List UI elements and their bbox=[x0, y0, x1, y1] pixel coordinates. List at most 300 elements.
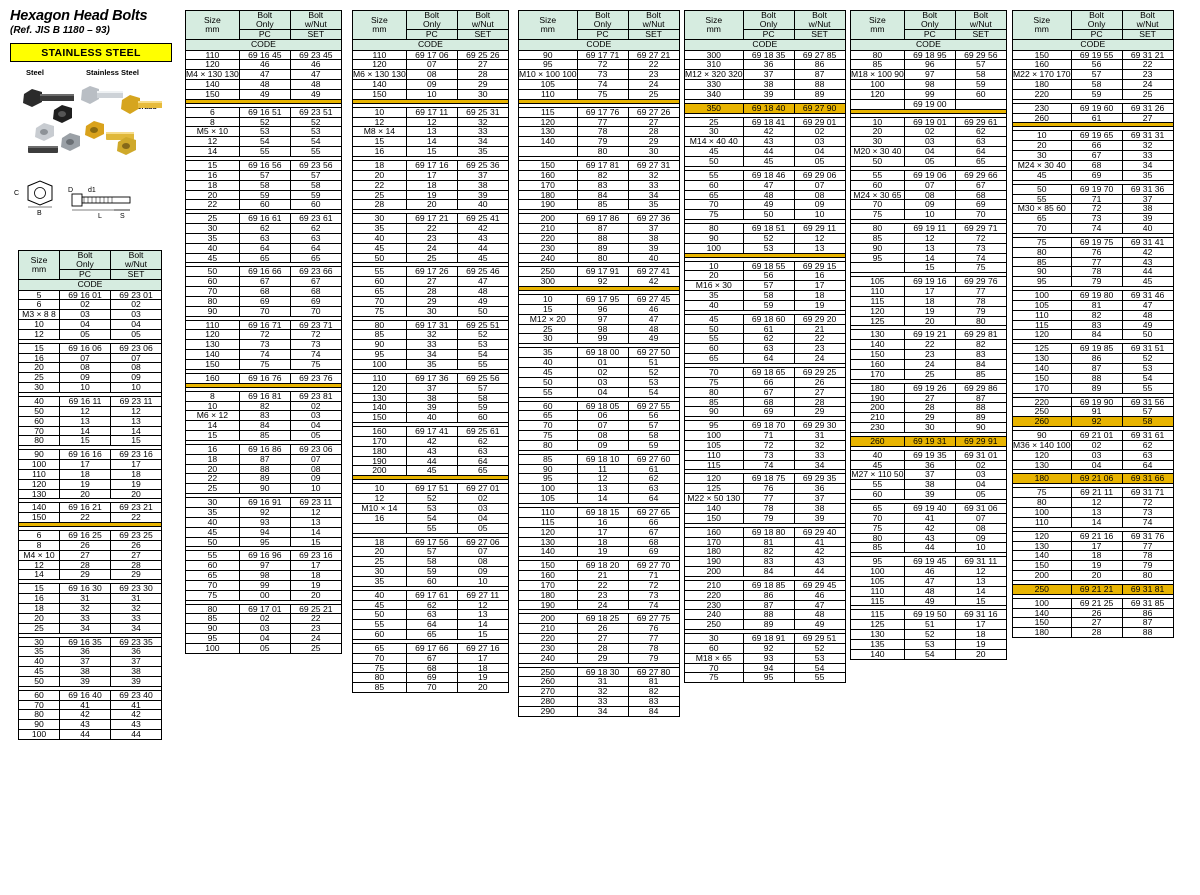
table-row[interactable] bbox=[519, 653, 680, 663]
table-row[interactable] bbox=[519, 387, 680, 397]
table-row[interactable] bbox=[186, 360, 342, 370]
bolt-only-code: 69 21 21 bbox=[1071, 584, 1122, 594]
table-row[interactable] bbox=[685, 291, 846, 301]
table-row[interactable] bbox=[186, 571, 342, 581]
table-row[interactable] bbox=[353, 253, 509, 263]
size-cell bbox=[851, 263, 905, 273]
bolt-only-code: 69 17 11 bbox=[406, 107, 457, 117]
table-row[interactable] bbox=[353, 107, 509, 117]
table-row[interactable] bbox=[851, 576, 1007, 586]
table-row[interactable] bbox=[851, 147, 1007, 157]
table-row[interactable] bbox=[685, 590, 846, 600]
table-row[interactable] bbox=[1013, 247, 1174, 257]
table-row[interactable] bbox=[353, 446, 509, 456]
table-row[interactable] bbox=[685, 387, 846, 397]
table-row[interactable] bbox=[685, 527, 846, 537]
table-row[interactable] bbox=[19, 667, 162, 677]
table-row[interactable] bbox=[186, 517, 342, 527]
table-row[interactable] bbox=[186, 590, 342, 600]
table-row[interactable] bbox=[186, 580, 342, 590]
table-row[interactable] bbox=[186, 444, 342, 454]
table-row[interactable] bbox=[19, 513, 162, 523]
size-cell: 280 bbox=[519, 697, 578, 707]
table-row[interactable] bbox=[685, 673, 846, 683]
bolt-with-nut-code: 40 bbox=[1122, 224, 1173, 234]
table-row[interactable] bbox=[186, 224, 342, 234]
table-row[interactable] bbox=[19, 676, 162, 686]
table-row[interactable] bbox=[519, 89, 680, 99]
table-row[interactable] bbox=[353, 287, 509, 297]
table-row[interactable] bbox=[353, 147, 509, 157]
table-row[interactable] bbox=[519, 277, 680, 287]
table-row[interactable] bbox=[519, 440, 680, 450]
table-row[interactable] bbox=[19, 469, 162, 479]
bolt-with-nut-code: 12 bbox=[794, 233, 845, 243]
table-row[interactable] bbox=[519, 200, 680, 210]
table-row[interactable] bbox=[851, 180, 1007, 190]
table-row[interactable] bbox=[353, 180, 509, 190]
bolt-only-code: 79 bbox=[577, 137, 628, 147]
table-row[interactable] bbox=[1013, 277, 1174, 287]
bolt-with-nut-code: 52 bbox=[290, 117, 341, 127]
table-row[interactable] bbox=[1013, 598, 1174, 608]
table-row[interactable] bbox=[685, 620, 846, 630]
table-row[interactable] bbox=[851, 543, 1007, 553]
table-row[interactable] bbox=[685, 224, 846, 234]
table-row[interactable] bbox=[353, 503, 509, 513]
table-row[interactable] bbox=[353, 160, 509, 170]
bolt-only-code: 64 bbox=[406, 620, 457, 630]
table-row[interactable] bbox=[519, 643, 680, 653]
table-row[interactable] bbox=[1013, 224, 1174, 234]
bolt-with-nut-code: 66 bbox=[628, 517, 679, 527]
table-row[interactable] bbox=[519, 547, 680, 557]
table-row[interactable] bbox=[1013, 474, 1174, 484]
bolt-only-code: 68 bbox=[743, 397, 794, 407]
table-row[interactable] bbox=[1013, 113, 1174, 123]
table-row[interactable] bbox=[851, 296, 1007, 306]
table-row[interactable] bbox=[1013, 517, 1174, 527]
table-row[interactable] bbox=[685, 156, 846, 166]
table-row[interactable] bbox=[186, 507, 342, 517]
table-row[interactable] bbox=[186, 296, 342, 306]
table-row[interactable] bbox=[19, 396, 162, 406]
bolt-with-nut-code: 30 bbox=[457, 89, 508, 99]
table-row[interactable] bbox=[1013, 571, 1174, 581]
table-row[interactable] bbox=[19, 436, 162, 446]
table-row[interactable] bbox=[519, 527, 680, 537]
page-title: Hexagon Head Bolts bbox=[10, 8, 148, 24]
table-row[interactable] bbox=[19, 460, 162, 470]
table-row[interactable] bbox=[851, 523, 1007, 533]
bolt-only-code: 28 bbox=[406, 287, 457, 297]
bolt-with-nut-code: 69 31 76 bbox=[1122, 531, 1173, 541]
table-row[interactable] bbox=[851, 490, 1007, 500]
table-row[interactable] bbox=[685, 314, 846, 324]
table-row[interactable] bbox=[685, 210, 846, 220]
table-row[interactable] bbox=[353, 653, 509, 663]
table-row[interactable] bbox=[851, 233, 1007, 243]
table-row[interactable] bbox=[353, 513, 509, 523]
table-row[interactable] bbox=[353, 466, 509, 476]
table-row[interactable] bbox=[685, 300, 846, 310]
table-row[interactable] bbox=[1013, 417, 1174, 427]
table-row[interactable] bbox=[685, 170, 846, 180]
table-row[interactable] bbox=[851, 436, 1007, 446]
bolt-with-nut-code: 78 bbox=[955, 296, 1006, 306]
table-row[interactable] bbox=[519, 243, 680, 253]
table-row[interactable] bbox=[186, 80, 342, 90]
bolt-with-nut-code: 72 bbox=[628, 580, 679, 590]
size-cell: 100 bbox=[1013, 507, 1072, 517]
table-row[interactable] bbox=[519, 224, 680, 234]
table-row[interactable] bbox=[186, 89, 342, 99]
table-row[interactable] bbox=[519, 600, 680, 610]
size-cell: 180 bbox=[353, 446, 407, 456]
bolt-photo-illustration bbox=[10, 80, 180, 180]
table-row[interactable] bbox=[685, 450, 846, 460]
table-row[interactable] bbox=[519, 147, 680, 157]
table-row[interactable] bbox=[519, 160, 680, 170]
bolt-with-nut-code: 48 bbox=[290, 80, 341, 90]
header-size: Size mm bbox=[519, 11, 578, 40]
bolt-with-nut-code: 13 bbox=[457, 610, 508, 620]
size-cell: 100 bbox=[851, 80, 905, 90]
table-row[interactable] bbox=[1013, 440, 1174, 450]
table-row[interactable] bbox=[685, 653, 846, 663]
table-row[interactable] bbox=[353, 494, 509, 504]
table-row[interactable] bbox=[685, 147, 846, 157]
table-row[interactable] bbox=[851, 89, 1007, 99]
header-size: Size mm bbox=[685, 11, 744, 40]
table-row[interactable] bbox=[685, 567, 846, 577]
table-row[interactable] bbox=[1013, 103, 1174, 113]
table-row[interactable] bbox=[519, 377, 680, 387]
bolt-only-code: 54 bbox=[904, 649, 955, 659]
table-row[interactable] bbox=[1013, 450, 1174, 460]
table-row[interactable] bbox=[1013, 80, 1174, 90]
table-row[interactable] bbox=[519, 304, 680, 314]
table-row[interactable] bbox=[851, 503, 1007, 513]
table-row[interactable] bbox=[353, 567, 509, 577]
table-row[interactable] bbox=[685, 354, 846, 364]
table-row[interactable] bbox=[851, 80, 1007, 90]
size-cell: 80 bbox=[1013, 498, 1072, 508]
table-row[interactable] bbox=[685, 580, 846, 590]
bolt-only-code: 69 21 25 bbox=[1071, 598, 1122, 608]
table-row[interactable] bbox=[685, 431, 846, 441]
bolt-only-code: 68 bbox=[239, 287, 290, 297]
table-row[interactable] bbox=[1013, 364, 1174, 374]
table-row[interactable] bbox=[353, 360, 509, 370]
table-row[interactable] bbox=[1013, 531, 1174, 541]
table-row[interactable] bbox=[685, 643, 846, 653]
table-row[interactable] bbox=[19, 690, 162, 700]
bolt-with-nut-code: 42 bbox=[111, 710, 162, 720]
table-row[interactable] bbox=[685, 368, 846, 378]
table-row[interactable] bbox=[519, 80, 680, 90]
table-row[interactable] bbox=[685, 233, 846, 243]
bolt-with-nut-code: 28 bbox=[111, 560, 162, 570]
bolt-only-code: 64 bbox=[239, 243, 290, 253]
bolt-with-nut-code: 35 bbox=[1122, 170, 1173, 180]
table-row[interactable] bbox=[851, 210, 1007, 220]
table-row[interactable] bbox=[186, 107, 342, 117]
table-row[interactable] bbox=[851, 649, 1007, 659]
table-row[interactable] bbox=[851, 287, 1007, 297]
table-row[interactable] bbox=[851, 586, 1007, 596]
bolt-with-nut-code: 26 bbox=[111, 540, 162, 550]
table-row[interactable] bbox=[186, 643, 342, 653]
bolt-only-code: 46 bbox=[904, 567, 955, 577]
table-row[interactable] bbox=[186, 170, 342, 180]
table-row[interactable] bbox=[519, 580, 680, 590]
bolt-with-nut-code: 50 bbox=[457, 306, 508, 316]
table-row[interactable] bbox=[851, 99, 1007, 109]
table-row[interactable] bbox=[685, 407, 846, 417]
bolt-with-nut-code: 13 bbox=[111, 416, 162, 426]
table-row[interactable] bbox=[353, 413, 509, 423]
table-row[interactable] bbox=[186, 287, 342, 297]
table-row[interactable] bbox=[519, 494, 680, 504]
table-row[interactable] bbox=[851, 156, 1007, 166]
table-row[interactable] bbox=[1013, 373, 1174, 383]
table-row[interactable] bbox=[851, 316, 1007, 326]
table-row[interactable] bbox=[19, 406, 162, 416]
table-row[interactable] bbox=[685, 103, 846, 113]
size-cell: 40 bbox=[186, 517, 240, 527]
table-row[interactable] bbox=[19, 623, 162, 633]
table-row[interactable] bbox=[186, 537, 342, 547]
table-row[interactable] bbox=[685, 634, 846, 644]
table-row[interactable] bbox=[1013, 237, 1174, 247]
table-row[interactable] bbox=[353, 436, 509, 446]
bolt-with-nut-code: 89 bbox=[955, 413, 1006, 423]
bolt-with-nut-code: 49 bbox=[457, 296, 508, 306]
table-row[interactable] bbox=[685, 89, 846, 99]
table-row[interactable] bbox=[19, 570, 162, 580]
table-row[interactable] bbox=[519, 233, 680, 243]
table-row[interactable] bbox=[19, 604, 162, 614]
table-row[interactable] bbox=[353, 427, 509, 437]
size-cell: M4 × 10 bbox=[19, 550, 60, 560]
table-row[interactable] bbox=[851, 567, 1007, 577]
table-row[interactable] bbox=[851, 224, 1007, 234]
table-row[interactable] bbox=[519, 107, 680, 117]
table-row[interactable] bbox=[519, 431, 680, 441]
table-row[interactable] bbox=[519, 634, 680, 644]
bolt-only-code: 56 bbox=[1071, 60, 1122, 70]
table-row[interactable] bbox=[1013, 431, 1174, 441]
table-row[interactable] bbox=[353, 89, 509, 99]
table-row[interactable] bbox=[519, 180, 680, 190]
table-row[interactable] bbox=[353, 306, 509, 316]
table-row[interactable] bbox=[519, 170, 680, 180]
table-row[interactable] bbox=[353, 373, 509, 383]
bolt-only-code: 08 bbox=[904, 190, 955, 200]
table-row[interactable] bbox=[186, 431, 342, 441]
table-header-code bbox=[1013, 39, 1174, 50]
table-row[interactable] bbox=[851, 263, 1007, 273]
table-row[interactable] bbox=[186, 391, 342, 401]
bolt-only-code: 17 bbox=[577, 527, 628, 537]
bolt-only-code: 74 bbox=[743, 460, 794, 470]
table-row[interactable] bbox=[519, 334, 680, 344]
table-row[interactable] bbox=[1013, 184, 1174, 194]
table-row[interactable] bbox=[186, 634, 342, 644]
table-row[interactable] bbox=[851, 630, 1007, 640]
table-row[interactable] bbox=[1013, 460, 1174, 470]
table-row[interactable] bbox=[186, 147, 342, 157]
size-cell: 180 bbox=[851, 383, 905, 393]
bolt-with-nut-code: 69 31 36 bbox=[1122, 184, 1173, 194]
table-row[interactable] bbox=[519, 517, 680, 527]
table-row[interactable] bbox=[685, 513, 846, 523]
table-row[interactable] bbox=[519, 507, 680, 517]
table-row[interactable] bbox=[1013, 507, 1174, 517]
table-row[interactable] bbox=[851, 513, 1007, 523]
table-row[interactable] bbox=[851, 596, 1007, 606]
table-header-code bbox=[519, 39, 680, 50]
table-row[interactable] bbox=[19, 329, 162, 339]
table-row[interactable] bbox=[685, 377, 846, 387]
table-row[interactable] bbox=[685, 460, 846, 470]
table-row[interactable] bbox=[851, 243, 1007, 253]
table-row[interactable] bbox=[851, 423, 1007, 433]
table-row[interactable] bbox=[353, 590, 509, 600]
table-row[interactable] bbox=[186, 454, 342, 464]
table-row[interactable] bbox=[685, 243, 846, 253]
table-row[interactable] bbox=[685, 440, 846, 450]
table-row[interactable] bbox=[851, 450, 1007, 460]
table-row[interactable] bbox=[1013, 170, 1174, 180]
table-row[interactable] bbox=[19, 489, 162, 499]
header-set: SET bbox=[794, 29, 845, 39]
table-row[interactable] bbox=[1013, 330, 1174, 340]
table-row[interactable] bbox=[353, 576, 509, 586]
table-row[interactable] bbox=[685, 494, 846, 504]
table-row[interactable] bbox=[19, 540, 162, 550]
table-row[interactable] bbox=[851, 369, 1007, 379]
table-row[interactable] bbox=[519, 295, 680, 305]
header-size: Size mm bbox=[19, 251, 60, 280]
table-row[interactable] bbox=[519, 253, 680, 263]
table-row[interactable] bbox=[685, 503, 846, 513]
table-row[interactable] bbox=[851, 383, 1007, 393]
table-row[interactable] bbox=[519, 590, 680, 600]
bolt-with-nut-code: 69 29 81 bbox=[955, 330, 1006, 340]
table-row[interactable] bbox=[19, 613, 162, 623]
table-row[interactable] bbox=[19, 416, 162, 426]
bolt-with-nut-code: 68 bbox=[290, 287, 341, 297]
bolt-with-nut-code: 37 bbox=[794, 494, 845, 504]
table-row[interactable] bbox=[1013, 151, 1174, 161]
bolt-with-nut-code: 08 bbox=[457, 557, 508, 567]
size-cell: 10 bbox=[519, 295, 578, 305]
size-cell: 18 bbox=[186, 180, 240, 190]
table-row[interactable] bbox=[186, 527, 342, 537]
bolt-only-code: 64 bbox=[743, 354, 794, 364]
table-row[interactable] bbox=[519, 314, 680, 324]
bolt-with-nut-code: 39 bbox=[457, 190, 508, 200]
table-row[interactable] bbox=[1013, 498, 1174, 508]
bolt-with-nut-code: 23 bbox=[290, 624, 341, 634]
table-row[interactable] bbox=[353, 80, 509, 90]
table-row[interactable] bbox=[851, 306, 1007, 316]
size-cell: 20 bbox=[851, 127, 905, 137]
bolt-with-nut-code: 63 bbox=[628, 484, 679, 494]
table-row[interactable] bbox=[186, 373, 342, 383]
table-row[interactable] bbox=[19, 383, 162, 393]
table-row[interactable] bbox=[19, 320, 162, 330]
table-row[interactable] bbox=[353, 630, 509, 640]
table-row[interactable] bbox=[1013, 584, 1174, 594]
table-row[interactable] bbox=[186, 498, 342, 508]
table-row[interactable] bbox=[1013, 300, 1174, 310]
header-pc: PC bbox=[904, 29, 955, 39]
table-row[interactable] bbox=[1013, 310, 1174, 320]
size-cell: 15 bbox=[186, 160, 240, 170]
table-row[interactable] bbox=[519, 454, 680, 464]
table-row[interactable] bbox=[353, 233, 509, 243]
table-row[interactable] bbox=[186, 160, 342, 170]
table-row[interactable] bbox=[685, 180, 846, 190]
table-row[interactable] bbox=[353, 200, 509, 210]
bolt-only-code: 46 bbox=[239, 60, 290, 70]
bolt-only-code: 98 bbox=[904, 80, 955, 90]
table-row[interactable] bbox=[186, 180, 342, 190]
table-row[interactable] bbox=[19, 550, 162, 560]
table-row[interactable] bbox=[1013, 291, 1174, 301]
bolt-only-code: 77 bbox=[743, 494, 794, 504]
table-row[interactable] bbox=[1013, 160, 1174, 170]
table-row[interactable] bbox=[353, 170, 509, 180]
table-row[interactable] bbox=[353, 296, 509, 306]
size-cell: 100 bbox=[685, 431, 744, 441]
table-row[interactable] bbox=[186, 484, 342, 494]
size-cell: 105 bbox=[851, 576, 905, 586]
table-row[interactable] bbox=[19, 343, 162, 353]
table-row[interactable] bbox=[1013, 628, 1174, 638]
table-row[interactable] bbox=[353, 243, 509, 253]
table-row[interactable] bbox=[519, 707, 680, 717]
table-row[interactable] bbox=[1013, 89, 1174, 99]
table-row[interactable] bbox=[353, 523, 509, 533]
size-cell: 65 bbox=[851, 503, 905, 513]
table-row[interactable] bbox=[519, 571, 680, 581]
table-row[interactable] bbox=[353, 383, 509, 393]
table-row[interactable] bbox=[186, 306, 342, 316]
table-row[interactable] bbox=[186, 200, 342, 210]
table-row[interactable] bbox=[685, 80, 846, 90]
table-row[interactable] bbox=[186, 243, 342, 253]
table-row[interactable] bbox=[186, 253, 342, 263]
table-row[interactable] bbox=[19, 730, 162, 740]
table-row[interactable] bbox=[19, 479, 162, 489]
size-cell: 15 bbox=[186, 431, 240, 441]
table-row[interactable] bbox=[353, 224, 509, 234]
table-row[interactable] bbox=[19, 531, 162, 541]
table-row[interactable] bbox=[353, 683, 509, 693]
table-row[interactable] bbox=[851, 360, 1007, 370]
table-row[interactable] bbox=[851, 639, 1007, 649]
table-row[interactable] bbox=[519, 368, 680, 378]
bolt-only-code: 89 bbox=[577, 243, 628, 253]
table-row[interactable] bbox=[186, 233, 342, 243]
table-row[interactable] bbox=[1013, 383, 1174, 393]
table-row[interactable] bbox=[851, 170, 1007, 180]
table-row[interactable] bbox=[353, 643, 509, 653]
